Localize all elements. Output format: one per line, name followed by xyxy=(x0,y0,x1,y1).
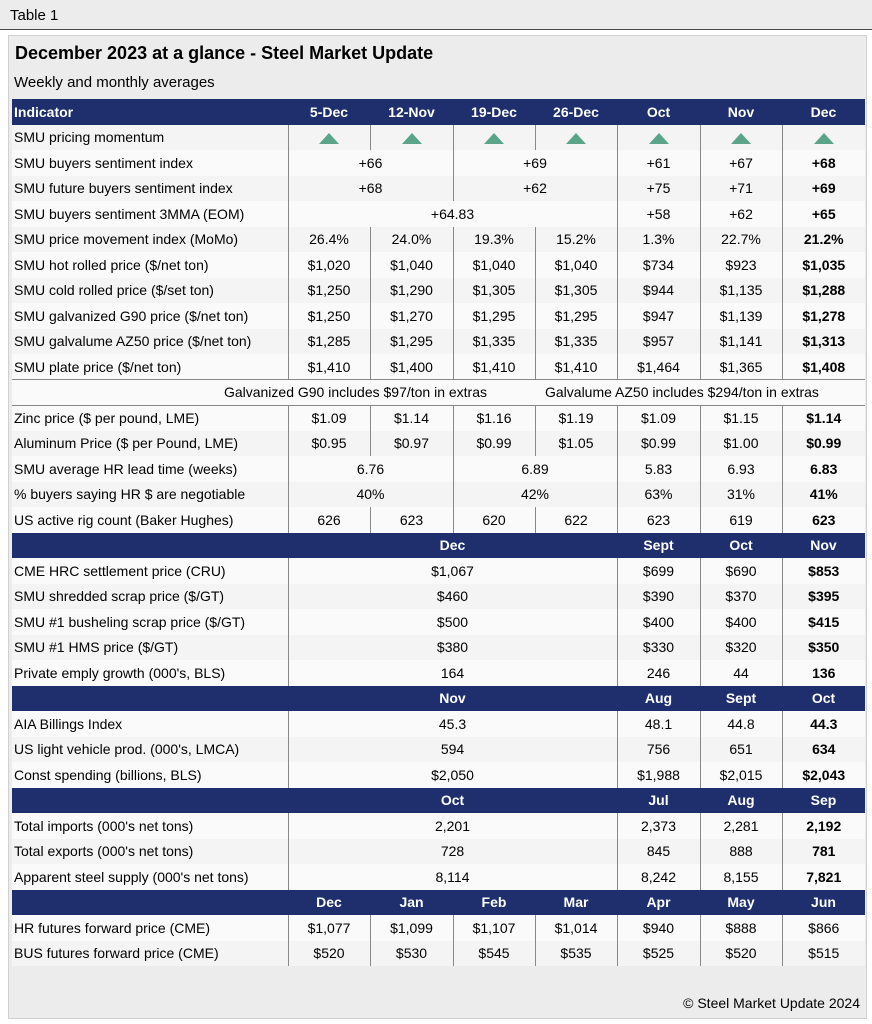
value-cell: $957 xyxy=(617,329,700,355)
value-cell: +62 xyxy=(453,176,617,202)
value-cell: +71 xyxy=(700,176,782,202)
table-row xyxy=(12,227,865,253)
header-cell: Dec xyxy=(288,533,617,559)
value-cell: 634 xyxy=(782,737,865,763)
value-cell: +68 xyxy=(288,176,453,202)
row-label: SMU buyers sentiment 3MMA (EOM) xyxy=(12,201,288,227)
header-cell: 26-Dec xyxy=(535,99,617,125)
value-cell: $1,290 xyxy=(370,278,453,304)
header-cell: Aug xyxy=(700,788,782,814)
table-row xyxy=(12,303,865,329)
header-cell: Aug xyxy=(617,686,700,712)
value-cell: $1.15 xyxy=(700,405,782,431)
value-cell: $1,410 xyxy=(288,354,370,380)
header-cell-empty xyxy=(12,890,288,916)
value-cell: 619 xyxy=(700,507,782,533)
value-cell: $1,285 xyxy=(288,329,370,355)
value-cell: 31% xyxy=(700,482,782,508)
value-cell: $923 xyxy=(700,252,782,278)
value-cell: 6.76 xyxy=(288,456,453,482)
row-label: CME HRC settlement price (CRU) xyxy=(12,558,288,584)
table-row xyxy=(12,431,865,457)
table-row xyxy=(12,405,865,431)
row-label: % buyers saying HR $ are negotiable xyxy=(12,482,288,508)
header-row xyxy=(12,99,865,125)
value-cell: $320 xyxy=(700,635,782,661)
value-cell: $535 xyxy=(535,941,617,967)
value-cell: $545 xyxy=(453,941,535,967)
row-label: HR futures forward price (CME) xyxy=(12,915,288,941)
value-cell: $1,335 xyxy=(535,329,617,355)
table-row xyxy=(12,278,865,304)
value-cell: 63% xyxy=(617,482,700,508)
value-cell: 26.4% xyxy=(288,227,370,253)
header-row xyxy=(12,788,865,814)
value-cell: $400 xyxy=(700,609,782,635)
table-row xyxy=(12,839,865,865)
header-cell-empty xyxy=(12,788,288,814)
value-cell: 626 xyxy=(288,507,370,533)
value-cell: $1,107 xyxy=(453,915,535,941)
value-cell: $0.99 xyxy=(617,431,700,457)
value-cell: $2,015 xyxy=(700,762,782,788)
up-triangle-icon xyxy=(731,133,751,144)
value-cell: $525 xyxy=(617,941,700,967)
header-cell: Apr xyxy=(617,890,700,916)
row-label: Total imports (000's net tons) xyxy=(12,813,288,839)
header-cell: Nov xyxy=(700,99,782,125)
header-cell: Nov xyxy=(782,533,865,559)
value-cell: $1,335 xyxy=(453,329,535,355)
row-label: SMU cold rolled price ($/set ton) xyxy=(12,278,288,304)
value-cell: 6.89 xyxy=(453,456,617,482)
value-cell: $0.99 xyxy=(453,431,535,457)
value-cell: 594 xyxy=(288,737,617,763)
value-cell: $1.00 xyxy=(700,431,782,457)
value-cell: 24.0% xyxy=(370,227,453,253)
value-cell: $500 xyxy=(288,609,617,635)
page-title: December 2023 at a glance - Steel Market Update xyxy=(15,43,434,63)
up-triangle-icon xyxy=(402,133,422,144)
header-row xyxy=(12,686,865,712)
value-cell: $947 xyxy=(617,303,700,329)
row-label: Private emply growth (000's, BLS) xyxy=(12,660,288,686)
row-label: Total exports (000's net tons) xyxy=(12,839,288,865)
value-cell: $944 xyxy=(617,278,700,304)
value-cell: $1,305 xyxy=(535,278,617,304)
value-cell: 42% xyxy=(453,482,617,508)
value-cell: $1,067 xyxy=(288,558,617,584)
value-cell: $1,035 xyxy=(782,252,865,278)
header-cell: May xyxy=(700,890,782,916)
value-cell: 41% xyxy=(782,482,865,508)
table-row xyxy=(12,915,865,941)
value-cell: $1,313 xyxy=(782,329,865,355)
value-cell: 2,201 xyxy=(288,813,617,839)
header-cell-empty xyxy=(12,533,288,559)
table-row xyxy=(12,201,865,227)
momentum-cell xyxy=(535,125,617,151)
value-cell: $1,040 xyxy=(370,252,453,278)
header-cell: Oct xyxy=(700,533,782,559)
table-row xyxy=(12,252,865,278)
value-cell: $1,278 xyxy=(782,303,865,329)
value-cell: $1,141 xyxy=(700,329,782,355)
row-label: Zinc price ($ per pound, LME) xyxy=(12,405,288,431)
value-cell: $1.19 xyxy=(535,405,617,431)
row-label: SMU price movement index (MoMo) xyxy=(12,227,288,253)
value-cell: +58 xyxy=(617,201,700,227)
value-cell: $520 xyxy=(288,941,370,967)
table-row xyxy=(12,711,865,737)
table-row xyxy=(12,584,865,610)
value-cell: $1.09 xyxy=(617,405,700,431)
value-cell: 845 xyxy=(617,839,700,865)
value-cell: 44.3 xyxy=(782,711,865,737)
momentum-cell xyxy=(370,125,453,151)
table-row xyxy=(12,737,865,763)
value-cell: 888 xyxy=(700,839,782,865)
header-cell: Mar xyxy=(535,890,617,916)
value-cell: $1.09 xyxy=(288,405,370,431)
value-cell: +67 xyxy=(700,150,782,176)
value-cell: $888 xyxy=(700,915,782,941)
row-label: SMU shredded scrap price ($/GT) xyxy=(12,584,288,610)
value-cell: 622 xyxy=(535,507,617,533)
value-cell: $415 xyxy=(782,609,865,635)
value-cell: $0.97 xyxy=(370,431,453,457)
value-cell: 44.8 xyxy=(700,711,782,737)
table-row xyxy=(12,482,865,508)
value-cell: 1.3% xyxy=(617,227,700,253)
value-cell: 246 xyxy=(617,660,700,686)
table-row xyxy=(12,941,865,967)
header-cell: Dec xyxy=(782,99,865,125)
value-cell: 44 xyxy=(700,660,782,686)
row-label: Aluminum Price ($ per Pound, LME) xyxy=(12,431,288,457)
value-cell: $853 xyxy=(782,558,865,584)
value-cell: +75 xyxy=(617,176,700,202)
value-cell: $1,295 xyxy=(535,303,617,329)
value-cell: $1,410 xyxy=(453,354,535,380)
row-label: SMU #1 busheling scrap price ($/GT) xyxy=(12,609,288,635)
value-cell: $1,410 xyxy=(535,354,617,380)
value-cell: $1,099 xyxy=(370,915,453,941)
value-cell: 21.2% xyxy=(782,227,865,253)
value-cell: $1,464 xyxy=(617,354,700,380)
value-cell: 45.3 xyxy=(288,711,617,737)
value-cell: +68 xyxy=(782,150,865,176)
header-cell: Oct xyxy=(782,686,865,712)
value-cell: $400 xyxy=(617,609,700,635)
value-cell: $1,250 xyxy=(288,303,370,329)
table-row xyxy=(12,558,865,584)
up-triangle-icon xyxy=(566,133,586,144)
header-row xyxy=(12,533,865,559)
table-row xyxy=(12,456,865,482)
header-cell: Sept xyxy=(617,533,700,559)
value-cell: 40% xyxy=(288,482,453,508)
value-cell: $1,135 xyxy=(700,278,782,304)
value-cell: $866 xyxy=(782,915,865,941)
value-cell: $2,043 xyxy=(782,762,865,788)
header-cell-empty xyxy=(12,686,288,712)
value-cell: $1,305 xyxy=(453,278,535,304)
momentum-cell xyxy=(453,125,535,151)
header-cell: Indicator xyxy=(12,99,288,125)
value-cell: +69 xyxy=(453,150,617,176)
table-row xyxy=(12,354,865,380)
header-cell: Sep xyxy=(782,788,865,814)
value-cell: 164 xyxy=(288,660,617,686)
page-subtitle: Weekly and monthly averages xyxy=(14,74,215,91)
value-cell: $380 xyxy=(288,635,617,661)
value-cell: $1,408 xyxy=(782,354,865,380)
table-label-bar xyxy=(0,0,872,30)
table-row xyxy=(12,150,865,176)
value-cell: +61 xyxy=(617,150,700,176)
value-cell: 781 xyxy=(782,839,865,865)
row-label: US light vehicle prod. (000's, LMCA) xyxy=(12,737,288,763)
row-label: SMU hot rolled price ($/net ton) xyxy=(12,252,288,278)
value-cell: +65 xyxy=(782,201,865,227)
value-cell: +69 xyxy=(782,176,865,202)
header-cell: Jul xyxy=(617,788,700,814)
copyright-text: © Steel Market Update 2024 xyxy=(683,995,860,1011)
value-cell: 8,155 xyxy=(700,864,782,890)
up-triangle-icon xyxy=(319,133,339,144)
value-cell: 15.2% xyxy=(535,227,617,253)
table-row xyxy=(12,762,865,788)
header-cell: Dec xyxy=(288,890,370,916)
value-cell: $520 xyxy=(700,941,782,967)
row-label: SMU galvanized G90 price ($/net ton) xyxy=(12,303,288,329)
row-label: Const spending (billions, BLS) xyxy=(12,762,288,788)
note-row xyxy=(12,380,865,406)
header-cell: Feb xyxy=(453,890,535,916)
up-triangle-icon xyxy=(484,133,504,144)
value-cell: $0.95 xyxy=(288,431,370,457)
value-cell: 5.83 xyxy=(617,456,700,482)
value-cell: $530 xyxy=(370,941,453,967)
value-cell: $1,988 xyxy=(617,762,700,788)
value-cell: $1.05 xyxy=(535,431,617,457)
value-cell: $515 xyxy=(782,941,865,967)
note-galvanized: Galvanized G90 includes $97/ton in extras xyxy=(12,380,535,406)
momentum-cell xyxy=(288,125,370,151)
row-label: SMU plate price ($/net ton) xyxy=(12,354,288,380)
table-row xyxy=(12,125,865,151)
momentum-cell xyxy=(700,125,782,151)
value-cell: +64.83 xyxy=(288,201,617,227)
note-galvalume: Galvalume AZ50 includes $294/ton in extras xyxy=(535,380,865,406)
table-row xyxy=(12,635,865,661)
row-label: BUS futures forward price (CME) xyxy=(12,941,288,967)
row-label: SMU galvalume AZ50 price ($/net ton) xyxy=(12,329,288,355)
data-table xyxy=(12,99,865,966)
header-cell: 5-Dec xyxy=(288,99,370,125)
value-cell: 2,192 xyxy=(782,813,865,839)
value-cell: 19.3% xyxy=(453,227,535,253)
value-cell: 728 xyxy=(288,839,617,865)
table-label: Table 1 xyxy=(10,7,59,24)
row-label: SMU #1 HMS price ($/GT) xyxy=(12,635,288,661)
header-cell: Nov xyxy=(288,686,617,712)
header-cell: 12-Nov xyxy=(370,99,453,125)
header-cell: Sept xyxy=(700,686,782,712)
value-cell: 8,114 xyxy=(288,864,617,890)
value-cell: 22.7% xyxy=(700,227,782,253)
value-cell: 6.93 xyxy=(700,456,782,482)
value-cell: $1,400 xyxy=(370,354,453,380)
header-cell: Oct xyxy=(288,788,617,814)
value-cell: $690 xyxy=(700,558,782,584)
value-cell: 756 xyxy=(617,737,700,763)
value-cell: $1.16 xyxy=(453,405,535,431)
value-cell: $390 xyxy=(617,584,700,610)
value-cell: 651 xyxy=(700,737,782,763)
value-cell: $1,295 xyxy=(370,329,453,355)
value-cell: 623 xyxy=(370,507,453,533)
row-label: AIA Billings Index xyxy=(12,711,288,737)
table-row xyxy=(12,609,865,635)
value-cell: 2,373 xyxy=(617,813,700,839)
up-triangle-icon xyxy=(814,133,834,144)
value-cell: $940 xyxy=(617,915,700,941)
value-cell: $699 xyxy=(617,558,700,584)
table-row xyxy=(12,813,865,839)
row-label: Apparent steel supply (000's net tons) xyxy=(12,864,288,890)
value-cell: 620 xyxy=(453,507,535,533)
value-cell: $1.14 xyxy=(370,405,453,431)
value-cell: +62 xyxy=(700,201,782,227)
table-row xyxy=(12,507,865,533)
table-row xyxy=(12,864,865,890)
value-cell: $1,250 xyxy=(288,278,370,304)
value-cell: $1,365 xyxy=(700,354,782,380)
value-cell: $1,014 xyxy=(535,915,617,941)
value-cell: $395 xyxy=(782,584,865,610)
value-cell: 136 xyxy=(782,660,865,686)
value-cell: 48.1 xyxy=(617,711,700,737)
value-cell: +66 xyxy=(288,150,453,176)
table-row xyxy=(12,660,865,686)
value-cell: 6.83 xyxy=(782,456,865,482)
value-cell: $1,040 xyxy=(453,252,535,278)
value-cell: $1.14 xyxy=(782,405,865,431)
value-cell: $370 xyxy=(700,584,782,610)
header-cell: Jan xyxy=(370,890,453,916)
value-cell: 2,281 xyxy=(700,813,782,839)
value-cell: $330 xyxy=(617,635,700,661)
value-cell: $734 xyxy=(617,252,700,278)
header-row xyxy=(12,890,865,916)
value-cell: 623 xyxy=(617,507,700,533)
value-cell: $1,139 xyxy=(700,303,782,329)
value-cell: $460 xyxy=(288,584,617,610)
value-cell: $0.99 xyxy=(782,431,865,457)
momentum-cell xyxy=(617,125,700,151)
value-cell: 8,242 xyxy=(617,864,700,890)
value-cell: 623 xyxy=(782,507,865,533)
row-label: SMU pricing momentum xyxy=(12,125,288,151)
value-cell: 7,821 xyxy=(782,864,865,890)
value-cell: $1,295 xyxy=(453,303,535,329)
table-row xyxy=(12,176,865,202)
header-cell: 19-Dec xyxy=(453,99,535,125)
value-cell: $2,050 xyxy=(288,762,617,788)
momentum-cell xyxy=(782,125,865,151)
value-cell: $1,020 xyxy=(288,252,370,278)
up-triangle-icon xyxy=(649,133,669,144)
row-label: SMU average HR lead time (weeks) xyxy=(12,456,288,482)
value-cell: $1,040 xyxy=(535,252,617,278)
header-cell: Jun xyxy=(782,890,865,916)
row-label: SMU future buyers sentiment index xyxy=(12,176,288,202)
table-row xyxy=(12,329,865,355)
header-cell: Oct xyxy=(617,99,700,125)
row-label: US active rig count (Baker Hughes) xyxy=(12,507,288,533)
value-cell: $1,270 xyxy=(370,303,453,329)
row-label: SMU buyers sentiment index xyxy=(12,150,288,176)
value-cell: $1,288 xyxy=(782,278,865,304)
value-cell: $1,077 xyxy=(288,915,370,941)
value-cell: $350 xyxy=(782,635,865,661)
